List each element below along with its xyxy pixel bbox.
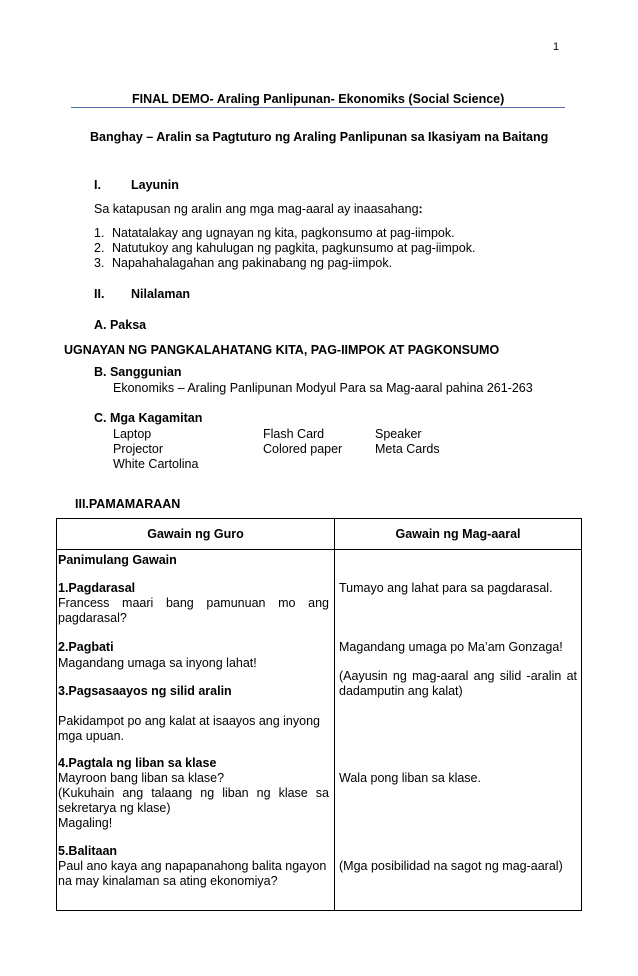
response-balitaan: (Mga posibilidad na sagot ng mag-aaral): [339, 859, 563, 873]
material-projector: Projector: [113, 442, 164, 456]
material-colored-paper: Colored paper: [263, 442, 343, 456]
topic-title: UGNAYAN NG PANGKALAHATANG KITA, PAG-IIMPOK AT PAGKONSUMO: [64, 343, 500, 357]
pagdarasal-line2: pagdarasal?: [58, 611, 127, 625]
balitaan-line2: na may kinalaman sa ating ekonomiya?: [58, 874, 278, 888]
intro-colon: :: [418, 202, 423, 216]
procedure-table: [56, 518, 582, 911]
panimulang-gawain: Panimulang Gawain: [58, 553, 177, 567]
lesson-plan-subtitle: Banghay – Aralin sa Pagtuturo ng Araling Panlipunan sa Ikasiyam na Baitang: [90, 130, 549, 144]
intro-text: Sa katapusan ng aralin ang mga mag-aaral ay inaasahang: [94, 202, 419, 216]
pagbati-line1: Magandang umaga sa inyong lahat!: [58, 656, 257, 670]
objective-3-text: Napahahalagahan ang pakinabang ng pag-iimpok.: [112, 256, 393, 270]
section1-numeral: I.: [94, 178, 101, 192]
pagbati-title: 2.Pagbati: [58, 640, 114, 654]
header-title: FINAL DEMO- Araling Panlipunan- Ekonomiks (Social Science): [132, 92, 505, 106]
header-gawain-magaaral: Gawain ng Mag-aaral: [335, 519, 582, 550]
objective-2-text: Natutukoy ang kahulugan ng pagkita, pagkunsumo at pag-iimpok.: [112, 241, 476, 255]
pagdarasal-line1: Francess maari bang pamunuan mo ang: [58, 596, 329, 610]
material-laptop: Laptop: [113, 427, 152, 441]
material-speaker: Speaker: [375, 427, 422, 441]
objective-3-num: 3.: [94, 256, 105, 270]
section1-intro: [94, 202, 423, 217]
pagtala-title: 4.Pagtala ng liban sa klase: [58, 756, 217, 770]
section3-heading: III.PAMAMARAAN: [75, 497, 181, 511]
header-gawain-guro: Gawain ng Guro: [57, 519, 335, 550]
balitaan-title: 5.Balitaan: [58, 844, 118, 858]
table-row: [57, 550, 582, 911]
paksa-label: A. Paksa: [94, 318, 147, 332]
table-header-row: [57, 519, 582, 550]
header-rule: [71, 107, 565, 108]
sanggunian-text: Ekonomiks – Araling Panlipunan Modyul Para sa Mag-aaral pahina 261-263: [113, 381, 533, 395]
page-number: 1: [553, 41, 560, 53]
response-pagtala: Wala pong liban sa klase.: [339, 771, 481, 785]
response-pagbati: Magandang umaga po Ma’am Gonzaga!: [339, 640, 563, 654]
material-flash-card: Flash Card: [263, 427, 325, 441]
pagtala-line3: sekretarya ng klase): [58, 801, 171, 815]
objective-1-num: 1.: [94, 226, 105, 240]
section2-heading: Nilalaman: [131, 287, 191, 301]
pagtala-line2: (Kukuhain ang talaang ng liban ng klase sa: [58, 786, 329, 800]
response-pagsasaayos-line1: (Aayusin ng mag-aaral ang silid -aralin at: [339, 669, 577, 683]
pagsasaayos-line2: mga upuan.: [58, 729, 125, 743]
response-pagdarasal: Tumayo ang lahat para sa pagdarasal.: [339, 581, 553, 595]
kagamitan-label: C. Mga Kagamitan: [94, 411, 203, 425]
guro-cell: [57, 550, 335, 911]
pagsasaayos-line1: Pakidampot po ang kalat at isaayos ang inyong: [58, 714, 320, 728]
balitaan-line1: Paul ano kaya ang napapanahong balita ngayon: [58, 859, 327, 873]
pagsasaayos-title: 3.Pagsasaayos ng silid aralin: [58, 684, 232, 698]
pagtala-line4: Magaling!: [58, 816, 113, 830]
pagdarasal-title: 1.Pagdarasal: [58, 581, 136, 595]
pagtala-line1: Mayroon bang liban sa klase?: [58, 771, 225, 785]
objective-1-text: Natatalakay ang ugnayan ng kita, pagkonsumo at pag-iimpok.: [112, 226, 455, 240]
section1-heading: Layunin: [131, 178, 179, 192]
section2-numeral: II.: [94, 287, 105, 301]
material-white-cartolina: White Cartolina: [113, 457, 199, 471]
magaaral-cell: [335, 550, 582, 911]
material-meta-cards: Meta Cards: [375, 442, 440, 456]
objective-2-num: 2.: [94, 241, 105, 255]
sanggunian-label: B. Sanggunian: [94, 365, 182, 379]
response-pagsasaayos-line2: dadamputin ang kalat): [339, 684, 463, 698]
